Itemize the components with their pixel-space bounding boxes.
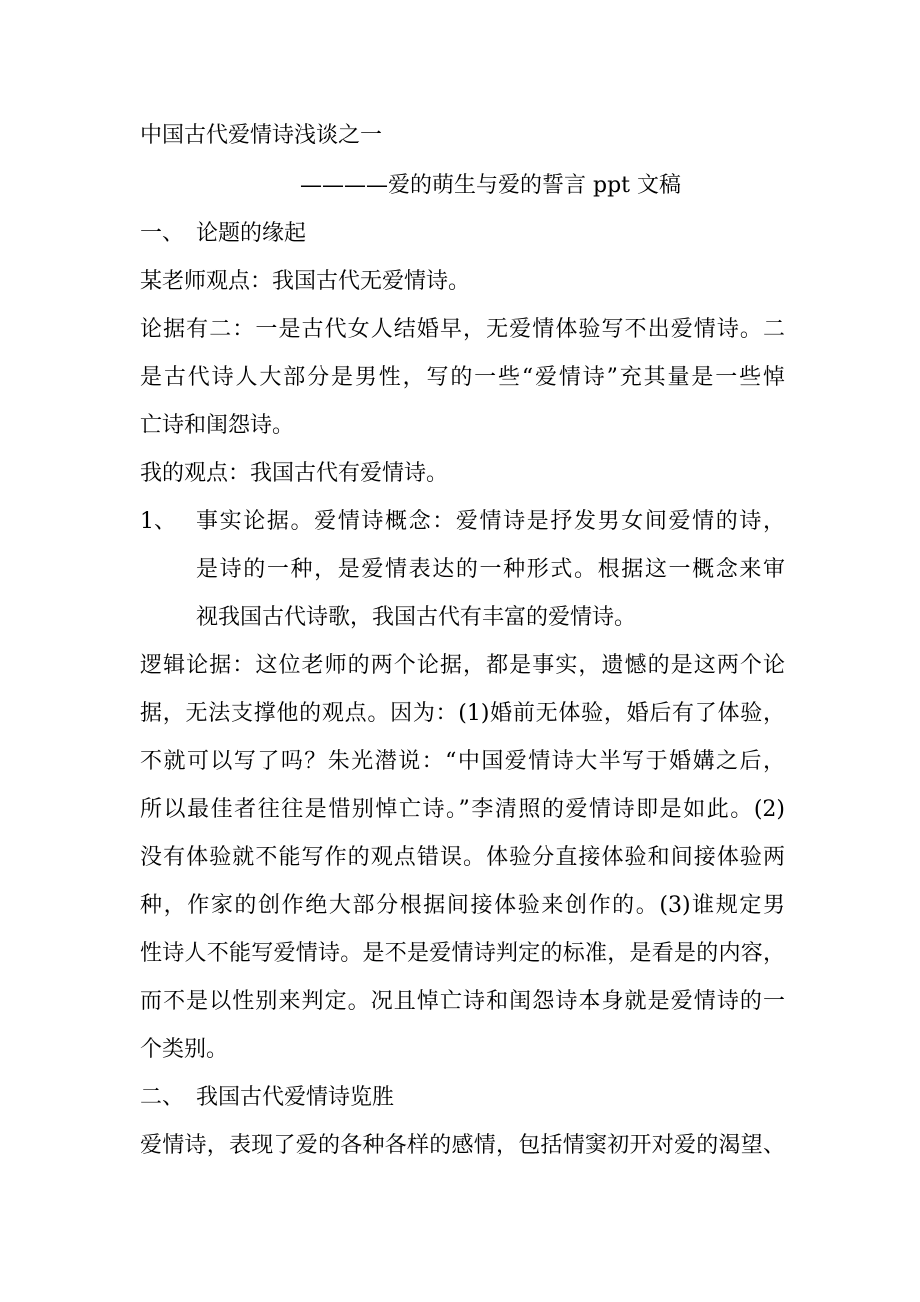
item-1-line-1: 事实论据。爱情诗概念：爱情诗是抒发男女间爱情的诗， [196, 509, 785, 534]
logic-line-9: 个类别。 [140, 1037, 229, 1062]
teacher-view: 某老师观点：我国古代无爱情诗。 [140, 269, 471, 294]
last-line: 爱情诗，表现了爱的各种各样的感情，包括情窦初开对爱的渴望、 [140, 1133, 785, 1158]
item-1-line-2: 是诗的一种，是爱情表达的一种形式。根据这一概念来审 [196, 557, 785, 582]
section-1-number: 一、 [140, 221, 185, 246]
logic-line-3: 不就可以写了吗？朱光潜说：“中国爱情诗大半写于婚媾之后， [140, 749, 785, 774]
document-subtitle: ————爱的萌生与爱的誓言 ppt 文稿 [300, 173, 681, 198]
argument-line-3: 亡诗和闺怨诗。 [140, 413, 295, 438]
argument-line-2: 是古代诗人大部分是男性，写的一些“爱情诗”充其量是一些悼 [140, 365, 785, 390]
logic-line-4: 所以最佳者往往是惜别悼亡诗。”李清照的爱情诗即是如此。(2) [140, 797, 785, 822]
logic-line-1: 逻辑论据：这位老师的两个论据，都是事实，遗憾的是这两个论 [140, 653, 785, 678]
item-1-line-3: 视我国古代诗歌，我国古代有丰富的爱情诗。 [196, 605, 637, 630]
logic-line-8: 而不是以性别来判定。况且悼亡诗和闺怨诗本身就是爱情诗的一 [140, 989, 785, 1014]
logic-line-5: 没有体验就不能写作的观点错误。体验分直接体验和间接体验两 [140, 845, 785, 870]
my-view: 我的观点：我国古代有爱情诗。 [140, 461, 449, 486]
document-title: 中国古代爱情诗浅谈之一 [140, 123, 383, 148]
logic-line-7: 性诗人不能写爱情诗。是不是爱情诗判定的标准，是看是的内容， [140, 941, 785, 966]
logic-line-2: 据，无法支撑他的观点。因为：(1)婚前无体验，婚后有了体验， [140, 701, 785, 726]
logic-line-6: 种，作家的创作绝大部分根据间接体验来创作的。(3)谁规定男 [140, 893, 785, 918]
argument-line-1: 论据有二：一是古代女人结婚早，无爱情体验写不出爱情诗。二 [140, 317, 785, 342]
section-2-number: 二、 [140, 1085, 185, 1110]
section-2-heading: 我国古代爱情诗览胜 [196, 1085, 395, 1110]
section-1-heading: 论题的缘起 [196, 221, 307, 246]
item-1-number: 1、 [140, 509, 176, 534]
